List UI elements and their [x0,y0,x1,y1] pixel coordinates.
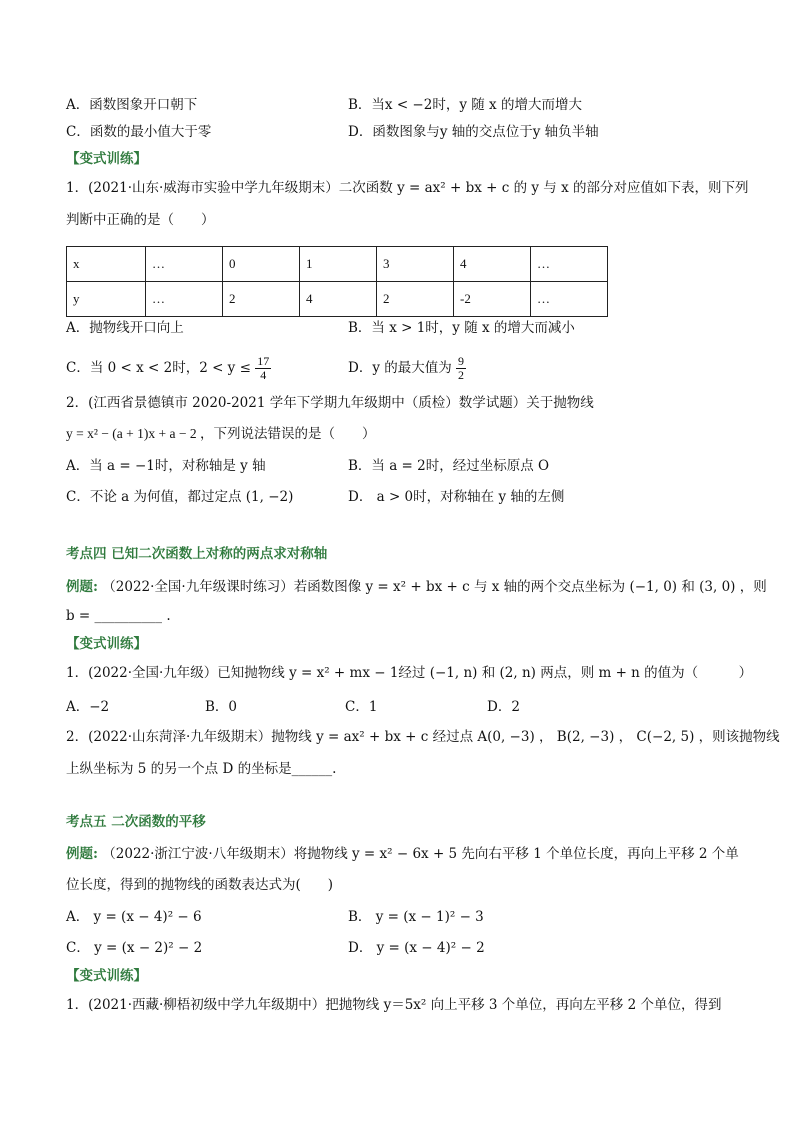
value-table [66,246,608,317]
example-line1 [66,844,739,864]
s4-q1: 1．(2022·全国·九年级）已知抛物线 y = x² + mx − 1经过 (−1, n) 和 (2, n) 两点，则 m + n 的值为（ ） [66,665,753,681]
fraction-denominator: 2 [458,368,465,382]
option-d: D．函数图象与y 轴的交点位于y 轴负半轴 [348,124,599,140]
s5-option-d: D． y = (x − 4)² − 2 [348,940,485,956]
s4-q2-line2: 上纵坐标为 5 的另一个点 D 的坐标是______. [66,761,337,777]
s5-option-c: C． y = (x − 2)² − 2 [66,940,203,956]
table-cell: -2 [454,282,531,317]
table-row [67,247,608,282]
v2-option-c: C．不论 a 为何值，都过定点 (1, −2) [66,489,294,505]
v2-option-b: B．当 a = 2时，经过坐标原点 O [348,458,550,474]
v1-option-b: B．当 x > 1时，y 随 x 的增大而减小 [348,320,575,336]
s5-option-b: B． y = (x − 1)² − 3 [348,909,484,925]
v1-option-c-text: C．当 0 < x < 2时，2 < y ≤ [66,360,251,376]
option-b: B．当x < −2时，y 随 x 的增大而增大 [348,97,582,113]
s5-option-a: A． y = (x − 4)² − 6 [66,909,202,925]
example-line2: 位长度，得到的抛物线的函数表达式为( ) [66,877,334,893]
example-text: （2022·浙江宁波·八年级期末）将抛物线 y = x² − 6x + 5 先向右平移 1 个单位长度，再向上平移 2 个单 [102,846,739,862]
v2-question-line2: y = x² − (a + 1)x + a − 2 ，下列说法错误的是（ ） [66,426,376,441]
table-cell: … [531,282,608,317]
table-cell: y [67,282,146,317]
section-title: 考点五 二次函数的平移 [66,814,206,830]
v1-option-c [66,355,271,382]
v1-option-d [348,355,466,382]
variant-label: 【变式训练】 [66,151,147,167]
v2-option-a: A．当 a = −1时，对称轴是 y 轴 [66,458,266,474]
example-label: 例题: [66,579,98,595]
example-label: 例题: [66,846,98,862]
v1-question-line1: 1．(2021·山东·威海市实验中学九年级期末）二次函数 y = ax² + bx + c 的 y 与 x 的部分对应值如下表，则下列 [66,180,749,196]
table-cell: 2 [223,282,300,317]
example-line2: b = __________ . [66,608,171,624]
fraction-numerator: 17 [257,354,270,368]
option-a: A．函数图象开口朝下 [66,97,198,113]
s4-q1-option-b: B．0 [205,699,238,715]
fraction-denominator: 4 [260,368,267,382]
s4-q1-option-d: D．2 [487,699,520,715]
fraction [456,355,466,382]
fraction-numerator: 9 [458,354,465,368]
s4-q2-line1: 2．(2022·山东菏泽·九年级期末）抛物线 y = ax² + bx + c 经过点 A(0, −3) ， B(2, −3) ， C(−2, 5) ，则该抛物线 [66,729,780,745]
table-cell: 4 [300,282,377,317]
section-title: 考点四 已知二次函数上对称的两点求对称轴 [66,546,328,562]
table-cell: … [146,282,223,317]
table-cell: 4 [454,247,531,282]
example-text: （2022·全国·九年级课时练习）若函数图像 y = x² + bx + c 与 x 轴的两个交点坐标为 (−1, 0) 和 (3, 0) ，则 [102,579,767,595]
variant-label: 【变式训练】 [66,968,147,984]
example-line1 [66,577,767,597]
table-cell: x [67,247,146,282]
v1-option-a: A．抛物线开口向上 [66,320,184,336]
v2-question-line1: 2．(江西省景德镇市 2020-2021 学年下学期九年级期中（质检）数学试题）关于抛物线 [66,395,594,411]
table-cell: 0 [223,247,300,282]
table-cell: 3 [377,247,454,282]
v1-option-d-text: D．y 的最大值为 [348,360,452,376]
variant-label: 【变式训练】 [66,636,147,652]
table-cell: 1 [300,247,377,282]
table-cell: 2 [377,282,454,317]
v1-question-line2: 判断中正确的是（ ） [66,212,215,228]
s4-q1-option-c: C．1 [345,699,378,715]
fraction [255,355,271,382]
s4-q1-option-a: A．−2 [66,699,110,715]
table-cell: … [146,247,223,282]
option-c: C．函数的最小值大于零 [66,124,212,140]
s5-q1: 1．(2021·西藏·柳梧初级中学九年级期中）把抛物线 y＝5x² 向上平移 3 个单位，再向左平移 2 个单位，得到 [66,997,722,1013]
table-row [67,282,608,317]
table-cell: … [531,247,608,282]
v2-option-d: D． a > 0时，对称轴在 y 轴的左侧 [348,489,565,505]
